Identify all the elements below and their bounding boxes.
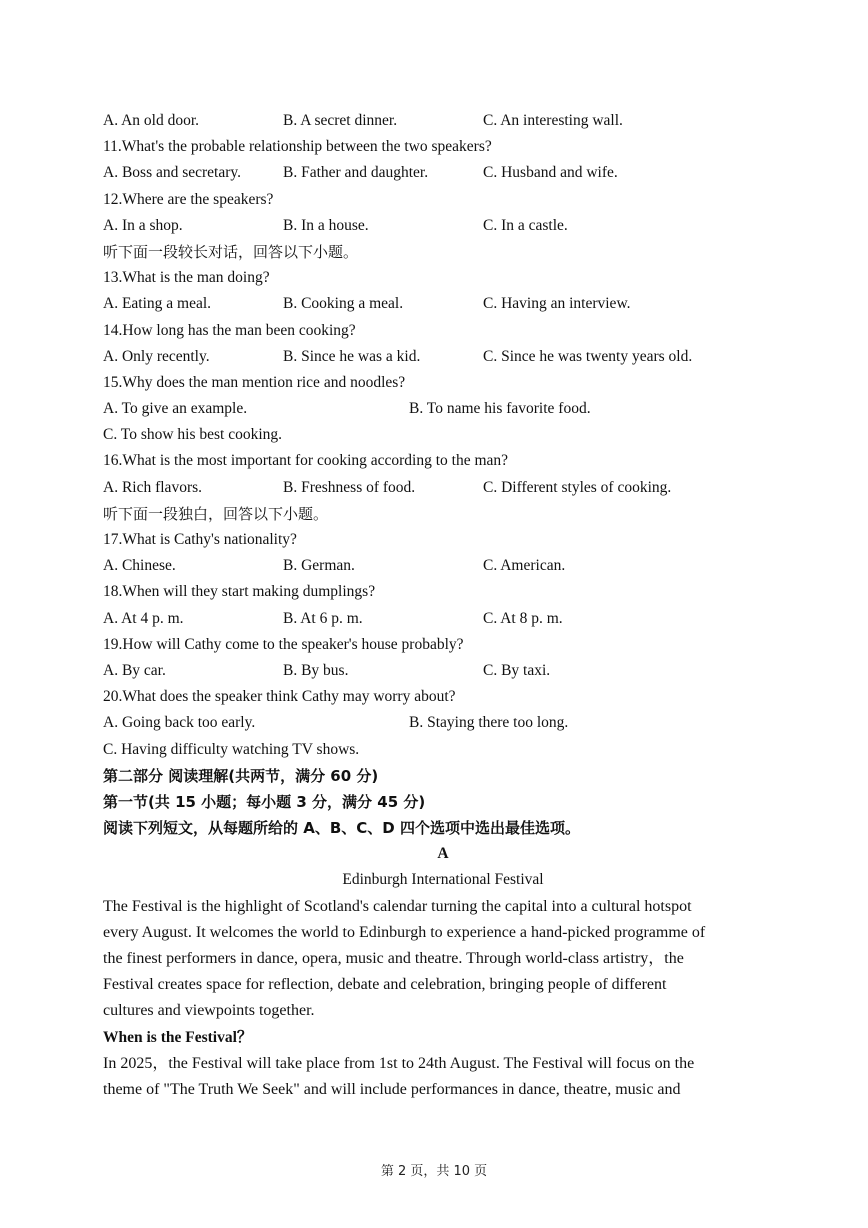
question-line: C. To show his best cooking.	[103, 426, 283, 444]
option-b: B. At 6 p. m.	[283, 609, 363, 627]
option-c: C. In a castle.	[483, 216, 568, 234]
page-footer: 第 2 页，共 10 页	[380, 1164, 488, 1179]
page-content	[103, 108, 783, 1103]
passage-title: Edinburgh International Festival	[342, 871, 544, 889]
passage-label: A	[437, 845, 449, 863]
option-row	[103, 396, 783, 422]
option-row	[103, 160, 783, 186]
option-a: A. By car.	[103, 661, 166, 679]
section-heading: 第二部分 阅读理解(共两节，满分 60 分)	[103, 766, 379, 785]
option-a: A. Eating a meal.	[103, 295, 212, 313]
section-heading: 第一节(共 15 小题；每小题 3 分，满分 45 分)	[103, 792, 426, 811]
option-a: A. Boss and secretary.	[103, 164, 242, 182]
option-a: A. Rich flavors.	[103, 478, 203, 496]
option-row	[103, 475, 783, 501]
option-row	[103, 710, 783, 736]
option-row	[103, 606, 783, 632]
option-a: A. To give an example.	[103, 400, 248, 418]
option-b: B. Father and daughter.	[283, 164, 429, 182]
question-line: 13.What is the man doing?	[103, 269, 270, 287]
option-c: C. Since he was twenty years old.	[483, 347, 693, 365]
question-line: 12.Where are the speakers?	[103, 190, 274, 208]
passage-text: theme of "The Truth We Seek" and will include performances in dance, theatre, music and	[103, 1080, 681, 1098]
option-b: B. A secret dinner.	[283, 112, 398, 129]
option-row	[103, 108, 783, 134]
question-line: 20.What does the speaker think Cathy may worry about?	[103, 688, 456, 706]
option-row	[103, 553, 783, 579]
option-a: A. Going back too early.	[103, 714, 256, 732]
option-b: B. In a house.	[283, 216, 369, 234]
option-b: B. Freshness of food.	[283, 478, 416, 496]
option-c: C. Different styles of cooking.	[483, 478, 672, 496]
option-c: C. An interesting wall.	[483, 112, 623, 129]
option-b: B. Staying there too long.	[409, 714, 569, 732]
option-b: B. German.	[283, 557, 355, 575]
section-heading: 阅读下列短文，从每题所给的 A、B、C、D 四个选项中选出最佳选项。	[103, 819, 580, 838]
question-line: 19.How will Cathy come to the speaker's house probably?	[103, 635, 464, 653]
passage-text: cultures and viewpoints together.	[103, 1002, 315, 1020]
option-b: B. Since he was a kid.	[283, 347, 421, 365]
question-line: 14.How long has the man been cooking?	[103, 321, 356, 339]
option-c: C. By taxi.	[483, 661, 551, 679]
option-c: C. Having an interview.	[483, 295, 631, 313]
instruction-line: 听下面一段独白，回答以下小题。	[103, 504, 329, 523]
option-c: C. At 8 p. m.	[483, 609, 563, 627]
passage-text: In 2025，the Festival will take place from 1st to 24th August. The Festival will focus on the	[103, 1054, 695, 1072]
instruction-line: 听下面一段较长对话，回答以下小题。	[103, 242, 359, 261]
passage-text: Festival creates space for reflection, debate and celebration, bringing people of different	[103, 976, 667, 994]
question-line: 17.What is Cathy's nationality?	[103, 531, 297, 548]
option-row	[103, 658, 783, 684]
question-line: 11.What's the probable relationship between the two speakers?	[103, 138, 492, 156]
option-a: A. An old door.	[103, 112, 200, 129]
option-b: B. To name his favorite food.	[409, 400, 591, 418]
option-a: A. At 4 p. m.	[103, 609, 184, 627]
option-a: A. Chinese.	[103, 557, 176, 575]
question-line: 15.Why does the man mention rice and noodles?	[103, 373, 406, 391]
passage-text: the finest performers in dance, opera, music and theatre. Through world-class artistry，the	[103, 950, 684, 967]
passage-text: every August. It welcomes the world to Edinburgh to experience a hand-picked programme of	[103, 923, 706, 941]
option-c: C. American.	[483, 557, 566, 575]
option-a: A. Only recently.	[103, 347, 210, 365]
question-line: C. Having difficulty watching TV shows.	[103, 740, 360, 758]
option-row	[103, 344, 783, 370]
option-c: C. Husband and wife.	[483, 164, 618, 182]
option-b: B. By bus.	[283, 661, 349, 679]
option-b: B. Cooking a meal.	[283, 295, 404, 313]
subheading: When is the Festival？	[103, 1028, 253, 1046]
question-line: 16.What is the most important for cooking according to the man?	[103, 452, 509, 470]
question-line: 18.When will they start making dumplings?	[103, 583, 376, 601]
passage-text: The Festival is the highlight of Scotland's calendar turning the capital into a cultural hotspot	[103, 897, 692, 915]
option-row	[103, 291, 783, 317]
option-row	[103, 213, 783, 239]
option-a: A. In a shop.	[103, 216, 183, 234]
